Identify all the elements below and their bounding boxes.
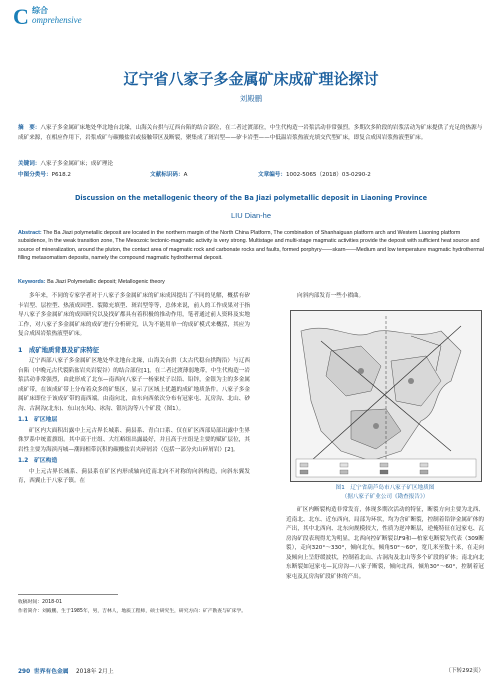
clc-value: P618.2: [51, 172, 71, 178]
received-date: 收稿时间：2018-01: [18, 600, 63, 605]
article-title-en: Discussion on the metallogenic theory of the Ba Jiazi polymetallic deposit in Liaoning Province: [74, 194, 428, 202]
subsection-heading-1-2: 1.2 矿区构造: [18, 458, 58, 464]
keywords-cn: [18, 159, 113, 167]
author-en: LIU Dian-he: [230, 211, 272, 220]
abstract-en-text: The Ba Jiazi polymetallic deposit are located in the northern margin of the North China Platform, The combination of Shanhaiguan platform arch and Western Liaoning platform subsidence, In the weak transition zone, The Mesozoic tectonic-magmatic activity is very strong. Multistage and multi-stage magmatic activities provide the deposit with sufficient heat source and source of mineralization, around the pluton, the contact area of magmatic rock and carbonate rocks and faults, formed porphyry——skarn——Medium and low temperature magmatic hydrothermal filling metasomatism deposits, namely the compound magmatic hydrothermal deposit.: [18, 230, 484, 262]
keywords-en-label: Keywords:: [18, 279, 46, 285]
figure-caption: [286, 484, 484, 502]
keywords-en: [18, 279, 165, 285]
figure-caption-line-1: 图1 辽宁省葫芦岛市八家子矿区地质图: [335, 485, 435, 491]
section-name-cn: 综合: [32, 6, 48, 15]
abstract-en-label: Abstract:: [18, 230, 42, 236]
keywords-cn-label: 关键词：: [18, 161, 41, 167]
doc-label: 文献标识码：: [150, 172, 184, 178]
author-introduction: 作者简介：刘殿鹏，生于1985年，男，吉林人，地质工程师，硕士研究生，研究方向：矿产勘查与矿床学。: [18, 609, 247, 614]
journal-name: 世界有色金属: [33, 669, 69, 675]
footnote: [18, 598, 250, 616]
section-logo-letter: C: [13, 4, 29, 29]
abstract-cn: [18, 124, 484, 143]
section-heading-1: 1 成矿地质背景及矿床特征: [18, 345, 100, 354]
issue-date: 2018年 2月上: [75, 669, 114, 675]
abstract-en: [18, 229, 484, 263]
article-label: 文章编号：: [258, 172, 286, 178]
figure-caption-line-2: （据八家子矿业公司《勘查报告》）: [341, 494, 429, 500]
abstract-cn-label: 摘 要：: [18, 125, 41, 131]
subsection-1-2-paragraph: 中上元古界长城系、蓟县系在矿区内形成轴向近南北向不对称的向斜构造，向斜东翼发育，西翼止于八家子镇。在: [18, 468, 250, 484]
subsection-heading-1-1: 1.1 矿区地层: [18, 417, 58, 423]
clc-label: 中图分类号：: [18, 172, 52, 178]
body-left-column: [18, 292, 250, 487]
footnote-divider: [18, 594, 118, 595]
right-top-paragraph: 向斜内部发育一些小褶曲。: [297, 293, 365, 299]
author-cn: 刘殿鹏: [239, 94, 263, 103]
article-value: 1002-5065（2018）03-0290-2: [285, 172, 371, 178]
abstract-cn-text: 八家子多金属矿床地处华北地台北缘，山海关台拱与辽西台陷的结合部位，在二者过渡部位，中生代构造一岩浆活动非常强烈。多期次多阶段的岩浆活动为矿床提供了充足的热源与成矿来源，在相应作用下，岩浆成矿与碳酸盐岩或接触带区及断裂，聚集成了斑岩型——矽卡岩型——中低温岩浆热液充填交代型矿床，即复合成因岩浆热液型矿床。: [18, 125, 483, 141]
document-code: [150, 170, 187, 178]
right-column-paragraph: 矿区内断裂构造非常发育，体现多期次活动的特征，断裂方向主要为北西、近南北、北东、近东西向，局部为环状，均为含矿断裂，控制着铅锌金属矿体的产出，其中北西向、北东向规模较大，性质为逆冲断层，逆掩特征在冠家屯、瓦房沟矿段表现得尤为明显，北西向控矿断裂以F9和—柏家屯断裂为代表（309断裂），走向320°～330°，倾向北东，倾角50°～60°，宽几米至数十米，在走向及倾向上呈舒缓波状，控制着北山、古洞沟及北山等多个矿段的矿体；南北向北东断裂如冠家屯—瓦房沟—八家子断裂，倾向北西，倾角30°～60°，控制着冠家屯及瓦房沟矿段矿体的产出。: [286, 507, 484, 580]
doc-value: A: [183, 172, 188, 178]
keywords-en-text: Ba Jiazi Polymetallic deposit; Metallogenic theory: [47, 279, 165, 285]
section-1-paragraph: 辽宁西部八家子多金属矿区地处华北地台北缘，山海关台拱（太古代稳台拱陶沿）与辽西台陷（中晚元古代裂陷盆岩夹岩裂谷）的结合部位[1]，在二者过渡薄弱地带，中生代构造一岩浆活动非常强烈，由此形成了北东—南西向八家子一杨家杖子以铅、铅锌，金银为主的多金属成矿带，在该成矿带上分布着众多的矿集区，显示了区域上优越的成矿地质条件。八家子多金属矿床即位于该成矿带的南西端。由南向北，由东向西依次分布有冠家屯、瓦房沟、北山、砂沟、古洞沟(北东)、东山(东风)、冰沟、银坑沟等八个矿段（图1）。: [18, 358, 250, 412]
clc-number: [18, 170, 71, 178]
geological-map-graphic: [291, 311, 481, 481]
geological-map-figure: [290, 310, 482, 482]
section-name-en: omprehensive: [32, 15, 82, 25]
intro-paragraph: 多年来，不同的专家学者对于八家子多金属矿床的矿床成因提出了不同的见解，概括有矽卡岩型、层控型、热液成因型、裂隙充填型、斑岩型等等，总体来说，前人的工作成果对于指导八家子多金属矿床的成因研究以及找矿都具有着积极的推动作用，笔者通过前人资料及实地工作，对八家子多金属矿床的成矿进行分析研究，认为不能用单一的成矿模式来概括，其应为复合成因岩浆热液型矿床。: [18, 293, 250, 337]
continued-note: （下转292页）: [445, 668, 484, 674]
body-right-column: [286, 506, 484, 582]
article-number: [258, 170, 371, 178]
page-footer: [18, 666, 114, 675]
subsection-1-1-paragraph: 矿区内大面积出露中上元古界长城系、蓟县系、青白口系、仅在矿区西部局部出露中生界侏罗系中统蓝旗组。其中高于庄组、大红峪组出露最好，并且高于庄组是主要的赋矿层位，其岩性主要为海滨丙城—潮间相带沉积的碳酸盐岩夹碎屑岩（包括一部分火山碎屑岩）[2]。: [18, 427, 250, 453]
keywords-cn-text: 八家子多金属矿床；成矿理论: [40, 161, 114, 167]
right-column-top-text: [286, 292, 484, 302]
page-number: 290: [18, 669, 31, 675]
article-title-cn: 辽宁省八家子多金属矿床成矿理论探讨: [123, 70, 379, 88]
